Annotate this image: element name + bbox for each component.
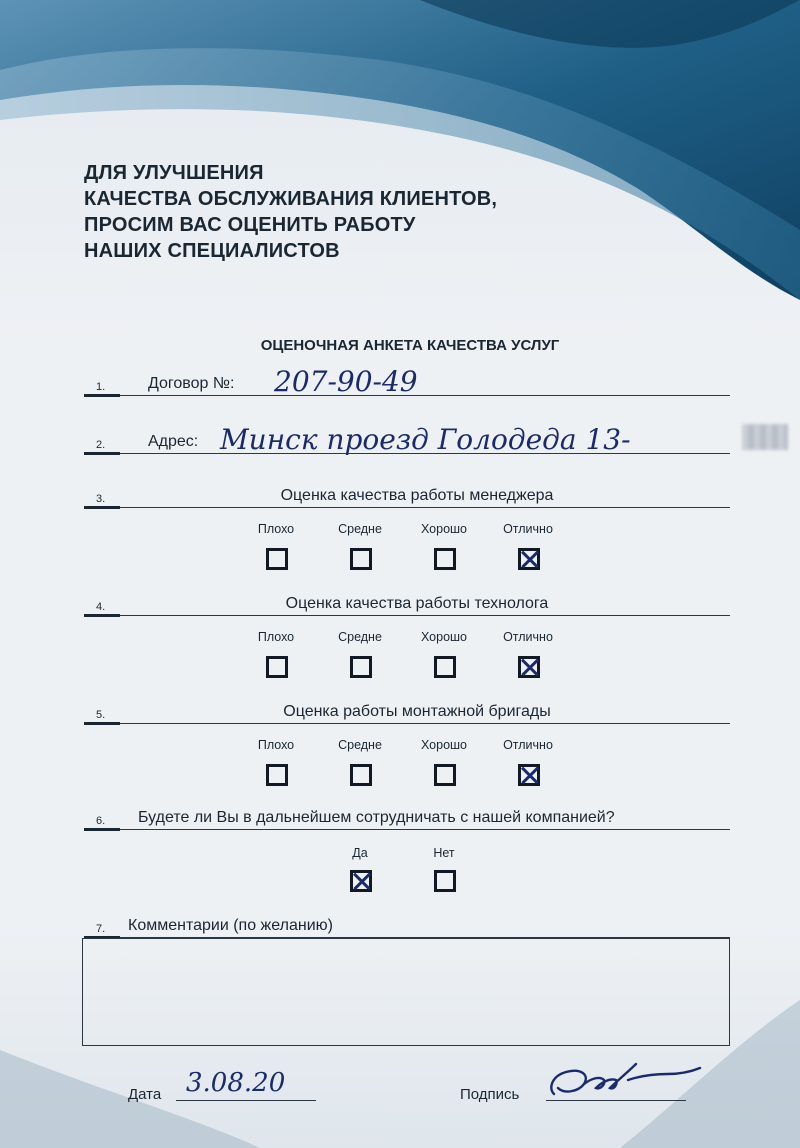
option-label: Хорошо <box>420 738 468 752</box>
underline <box>84 615 730 616</box>
form-title: ОЦЕНОЧНАЯ АНКЕТА КАЧЕСТВА УСЛУГ <box>260 337 560 354</box>
option-label: Отлично <box>503 738 553 752</box>
rating-checkbox-good[interactable] <box>434 548 456 570</box>
header-line: ПРОСИМ ВАС ОЦЕНИТЬ РАБОТУ <box>84 214 416 236</box>
redacted-area <box>742 424 788 450</box>
item-number: 5. <box>96 709 106 721</box>
rating-checkbox-average[interactable] <box>350 764 372 786</box>
comments-textarea[interactable] <box>82 938 730 1046</box>
option-label: Средне <box>338 522 382 536</box>
rating-checkbox-excellent[interactable] <box>518 764 540 786</box>
option-label: Средне <box>338 738 382 752</box>
header-appeal <box>84 160 497 264</box>
header-line: КАЧЕСТВА ОБСЛУЖИВАНИЯ КЛИЕНТОВ, <box>84 188 498 210</box>
date-label: Дата <box>128 1086 162 1103</box>
option-label: Да <box>352 846 368 860</box>
address-field[interactable]: Минск проезд Голодеда 13- <box>220 423 631 456</box>
number-underline <box>84 828 120 831</box>
option-label: Отлично <box>503 522 553 536</box>
question-label: Оценка качества работы технолога <box>285 595 549 612</box>
item-number: 1. <box>96 381 106 393</box>
number-underline <box>84 452 120 455</box>
contract-row <box>84 365 730 398</box>
header-line: НАШИХ СПЕЦИАЛИСТОВ <box>84 240 340 262</box>
underline <box>84 507 730 508</box>
item-number: 4. <box>96 601 106 613</box>
option-label: Хорошо <box>420 522 468 536</box>
rating-checkbox-bad[interactable] <box>266 656 288 678</box>
answer-checkbox-yes[interactable] <box>350 870 372 892</box>
question-row <box>84 696 730 724</box>
number-underline <box>84 614 120 617</box>
date-field[interactable]: 3.08.20 <box>186 1068 286 1098</box>
item-number: 6. <box>96 815 106 827</box>
option-label: Отлично <box>503 630 553 644</box>
comments-label: Комментарии (по желанию) <box>128 917 333 934</box>
option-label: Плохо <box>257 630 295 644</box>
question-label: Будете ли Вы в дальнейшем сотрудничать с нашей компанией? <box>138 809 615 826</box>
option-label: Нет <box>433 846 455 860</box>
contract-label: Договор №: <box>148 375 235 392</box>
header-line: ДЛЯ УЛУЧШЕНИЯ <box>84 162 264 184</box>
underline <box>84 723 730 724</box>
question-label: Оценка качества работы менеджера <box>280 487 554 504</box>
underline <box>84 829 730 830</box>
address-row <box>84 423 730 456</box>
rating-checkbox-bad[interactable] <box>266 764 288 786</box>
address-label: Адрес: <box>148 433 199 450</box>
rating-checkbox-excellent[interactable] <box>518 656 540 678</box>
item-number: 2. <box>96 439 106 451</box>
number-underline <box>84 722 120 725</box>
number-underline <box>84 506 120 509</box>
question-row <box>84 588 730 616</box>
rating-checkbox-excellent[interactable] <box>518 548 540 570</box>
rating-checkbox-average[interactable] <box>350 656 372 678</box>
question-row <box>84 802 730 830</box>
handwritten-signature[interactable] <box>544 1058 704 1106</box>
question-label: Оценка работы монтажной бригады <box>283 703 551 720</box>
rating-checkbox-good[interactable] <box>434 656 456 678</box>
item-number: 7. <box>96 923 106 935</box>
question-row <box>84 480 730 508</box>
item-number: 3. <box>96 493 106 505</box>
option-label: Хорошо <box>420 630 468 644</box>
date-underline <box>176 1100 316 1101</box>
comments-row <box>84 910 730 938</box>
option-label: Средне <box>338 630 382 644</box>
rating-checkbox-average[interactable] <box>350 548 372 570</box>
signature-label: Подпись <box>460 1086 520 1103</box>
option-label: Плохо <box>257 738 295 752</box>
contract-number-field[interactable]: 207-90-49 <box>274 365 418 398</box>
rating-checkbox-bad[interactable] <box>266 548 288 570</box>
option-label: Плохо <box>257 522 295 536</box>
number-underline <box>84 394 120 397</box>
rating-checkbox-good[interactable] <box>434 764 456 786</box>
answer-checkbox-no[interactable] <box>434 870 456 892</box>
